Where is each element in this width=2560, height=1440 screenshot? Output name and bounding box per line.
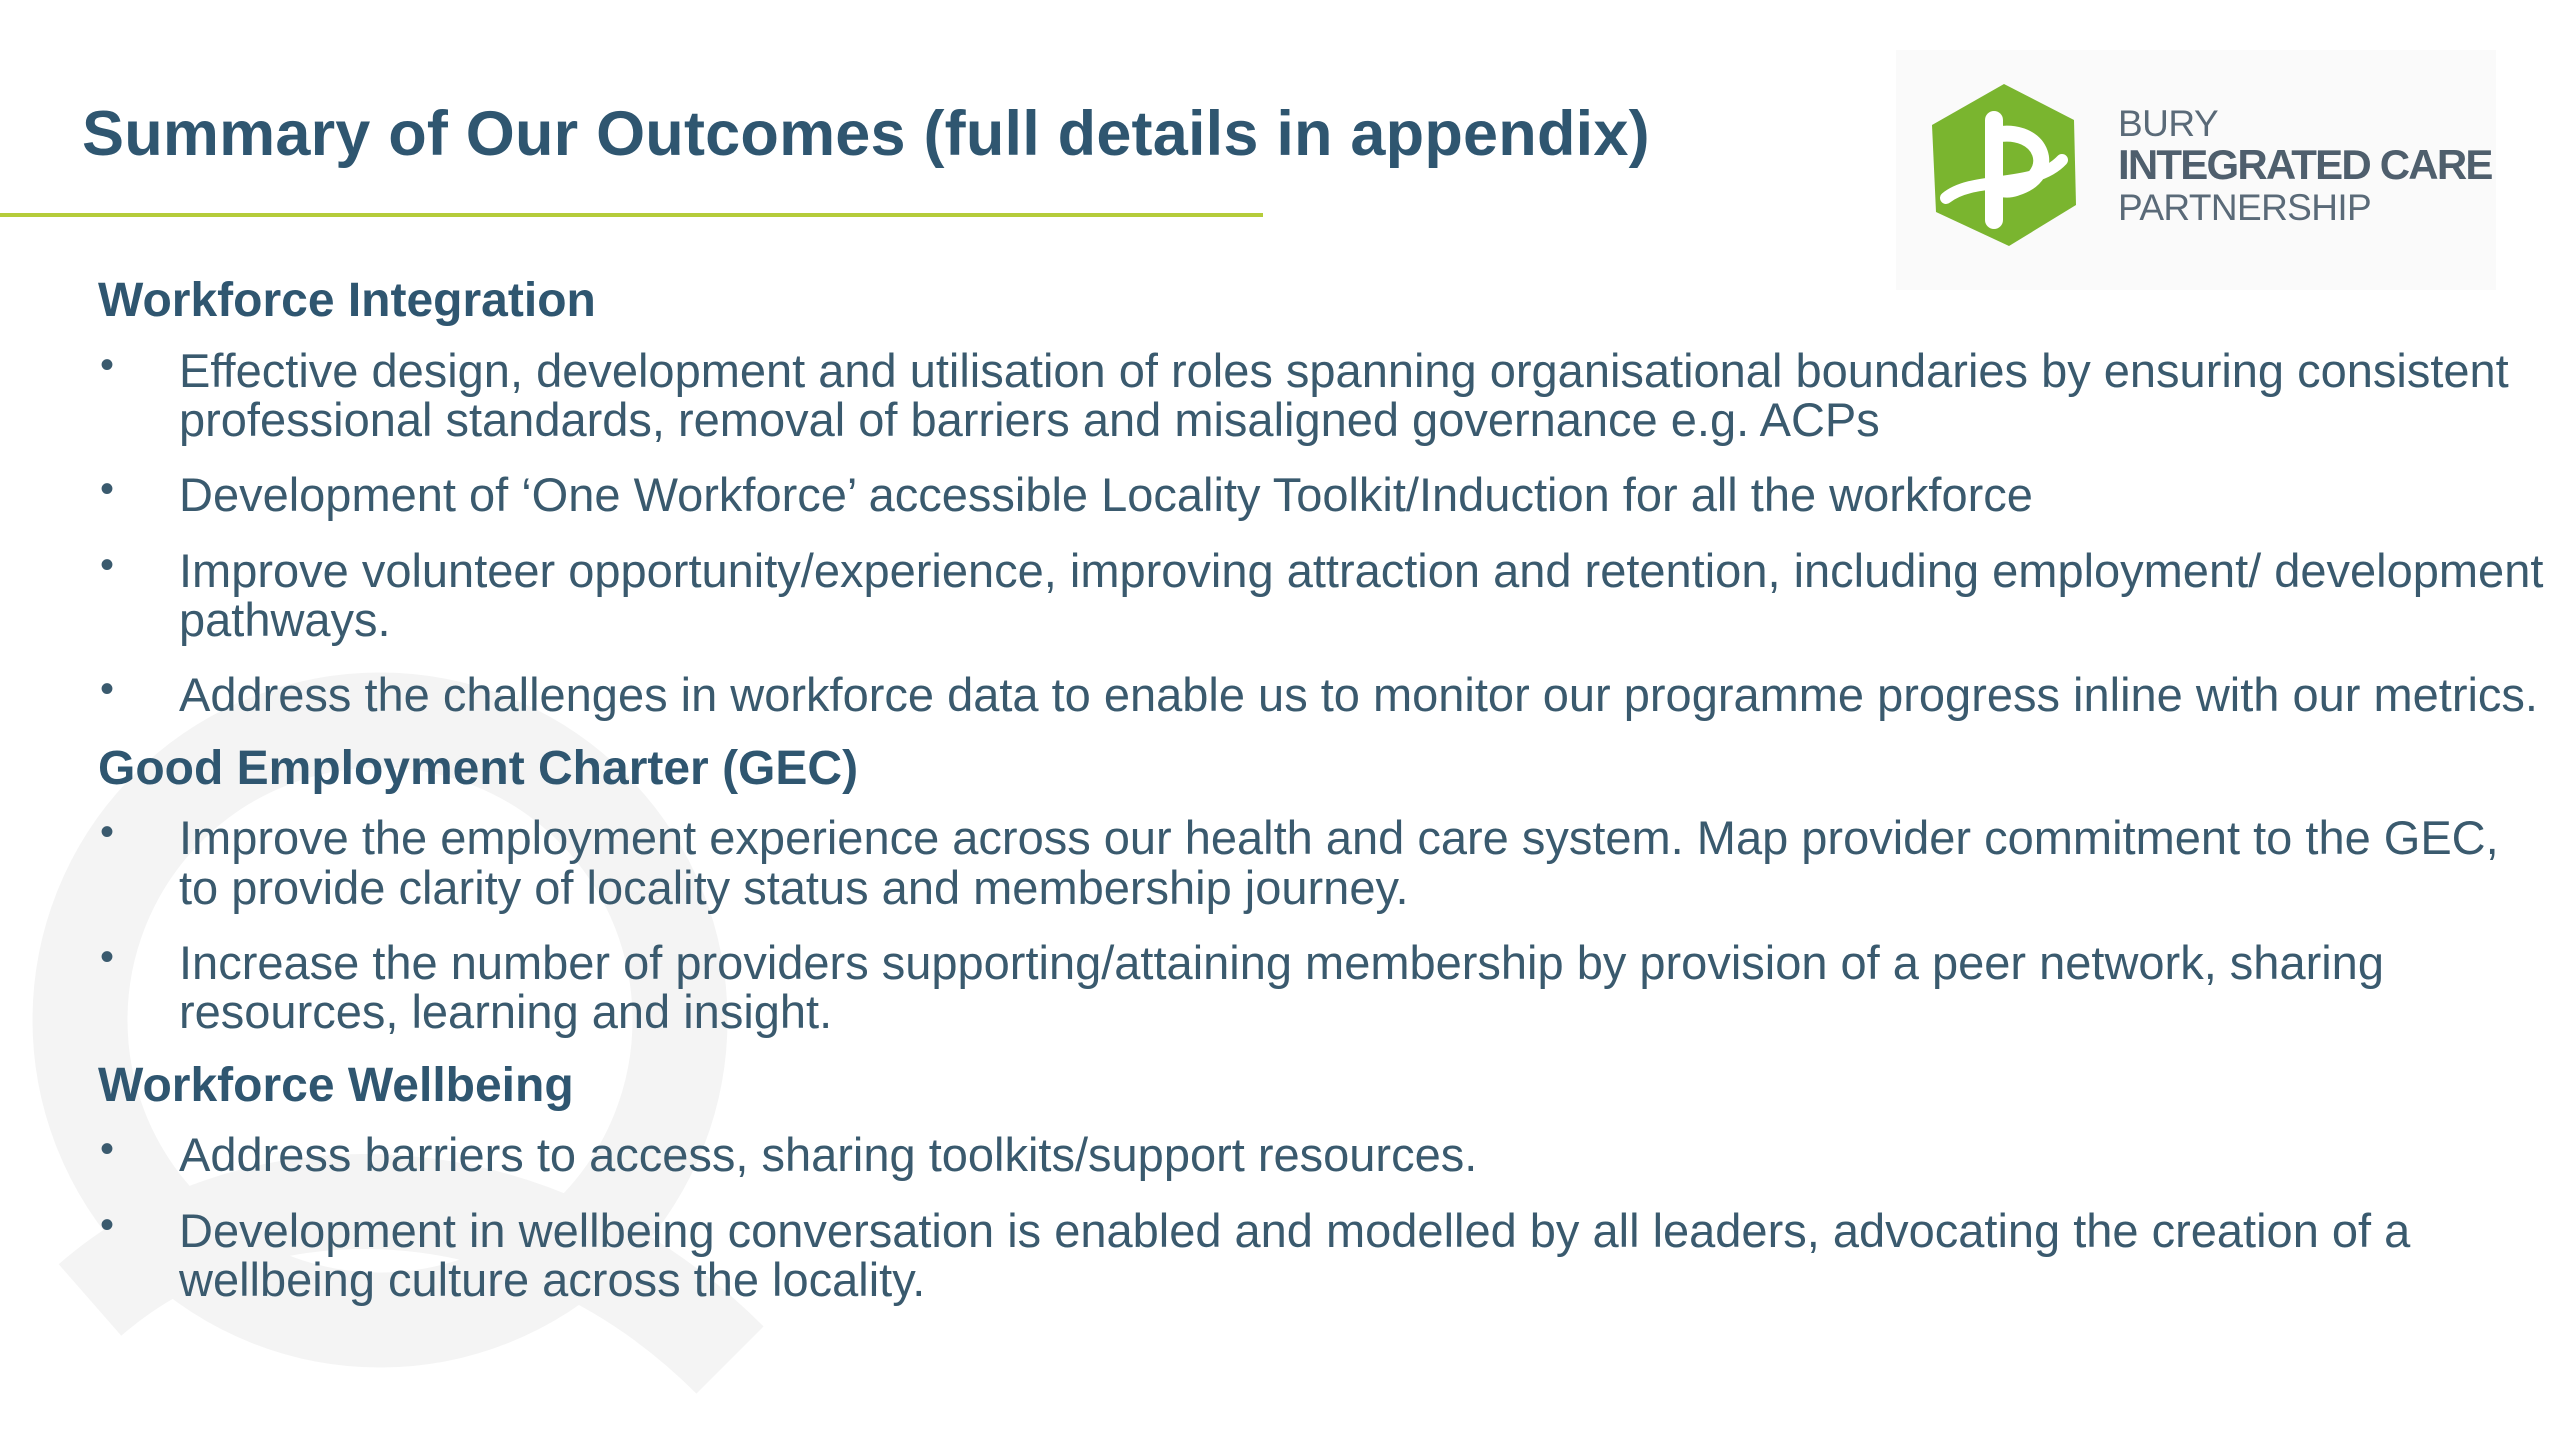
logo-line-integrated-care: INTEGRATED CARE xyxy=(2118,141,2492,189)
title-underline xyxy=(0,213,1263,217)
page-title: Summary of Our Outcomes (full details in appendix) xyxy=(82,99,1650,169)
logo-line-partnership: PARTNERSHIP xyxy=(2118,186,2372,228)
bullet-dot-icon: • xyxy=(100,542,115,587)
bullet-list xyxy=(98,1127,2548,1306)
list-item xyxy=(98,342,2548,446)
logo-line-bury: BURY xyxy=(2118,103,2219,144)
bullet-dot-icon: • xyxy=(100,467,115,512)
bullet-dot-icon: • xyxy=(100,342,115,387)
outcomes-content xyxy=(98,272,2548,1330)
bullet-dot-icon: • xyxy=(100,1202,115,1247)
list-item xyxy=(98,542,2548,646)
bullet-text: Increase the number of providers supporting/attaining membership by provision of a peer network, sharing resources, learning and insight. xyxy=(179,935,2384,1039)
list-item xyxy=(98,1127,2548,1182)
list-item xyxy=(98,667,2548,722)
bullet-dot-icon: • xyxy=(100,1127,115,1172)
bullet-dot-icon: • xyxy=(100,667,115,712)
bullet-text: Improve volunteer opportunity/experience, improving attraction and retention, including employment/ development pathways. xyxy=(179,543,2544,646)
list-item xyxy=(98,1202,2548,1306)
bullet-text: Development in wellbeing conversation is enabled and modelled by all leaders, advocating the creation of a wellbeing culture across the locality. xyxy=(179,1203,2411,1306)
logo-text xyxy=(2118,104,2492,227)
list-item xyxy=(98,810,2548,914)
section-heading: Workforce Integration xyxy=(98,274,596,327)
section-workforce-integration xyxy=(98,272,2548,720)
bullet-text: Address barriers to access, sharing toolkits/support resources. xyxy=(179,1128,1478,1182)
list-item xyxy=(98,467,2548,522)
bullet-dot-icon: • xyxy=(100,934,115,979)
bullet-text: Development of ‘One Workforce’ accessible Locality Toolkit/Induction for all the workforce xyxy=(179,468,2033,522)
logo xyxy=(1896,50,2496,290)
bullet-text: Address the challenges in workforce data to enable us to monitor our programme progress inline with our metrics. xyxy=(179,668,2538,722)
bullet-text: Improve the employment experience across our health and care system. Map provider commitment to the GEC, to provide clarity of locality status and membership journey. xyxy=(179,811,2499,914)
section-heading: Workforce Wellbeing xyxy=(98,1058,574,1112)
list-item xyxy=(98,934,2548,1039)
section-workforce-wellbeing xyxy=(98,1057,2548,1305)
bullet-text: Effective design, development and utilisation of roles spanning organisational boundaries by ensuring consistent professional standards, removal of barriers and misaligned governance e.g. ACPs xyxy=(179,343,2509,446)
bullet-list xyxy=(98,810,2548,1039)
section-good-employment-charter xyxy=(98,740,2548,1037)
bullet-dot-icon: • xyxy=(100,810,115,855)
bury-icp-logo-icon xyxy=(1924,80,2084,250)
bullet-list xyxy=(98,342,2548,722)
section-heading: Good Employment Charter (GEC) xyxy=(98,741,859,795)
